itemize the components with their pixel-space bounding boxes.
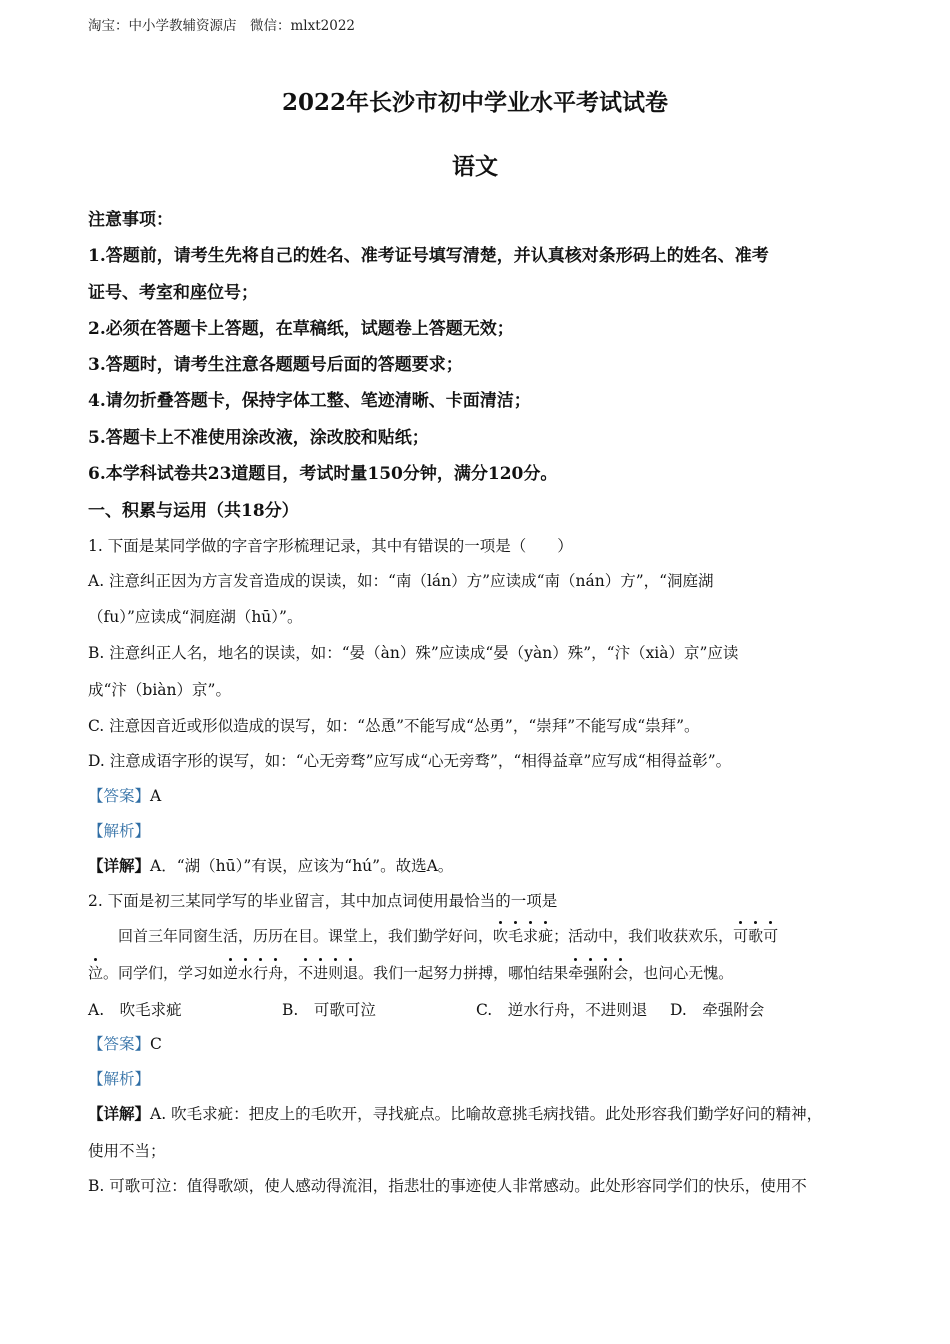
detail-text: A. 吹毛求疵：把皮上的毛吹开，寻找疵点。比喻故意挑毛病找错。此处形容我们勤学好问的精神， — [150, 1105, 823, 1123]
notice-heading: 注意事项： — [88, 210, 173, 230]
q1-answer — [88, 784, 878, 806]
emphasized-phrase-2 — [733, 927, 778, 945]
passage-text: 。同学们，学习如 — [103, 964, 224, 982]
q2-option-b: B. 可歌可泣 — [282, 1001, 376, 1019]
passage-text: 。我们一起努力拼搏，哪怕结果 — [358, 964, 569, 982]
q2-detail-cont: 使用不当； — [88, 1142, 166, 1160]
passage-text: 回首三年同窗生活，历历在目。课堂上，我们勤学好问， — [88, 927, 494, 945]
answer-label: 【答案】 — [88, 1035, 151, 1053]
q1-analysis-label: 【解析】 — [88, 822, 151, 840]
q2-analysis-label: 【解析】 — [88, 1070, 151, 1088]
q2-stem: 2. 下面是初三某同学写的毕业留言，其中加点词使用最恰当的一项是 — [88, 892, 558, 910]
q1-option-b-cont: 成“汴（biàn）京”。 — [88, 681, 231, 699]
emphasized-phrase-3 — [223, 964, 358, 982]
passage-text: ；活动中，我们收获欢乐， — [553, 927, 734, 945]
q2-option-a: A. 吹毛求疵 — [88, 1001, 182, 1019]
answer-value: A — [150, 787, 162, 805]
emphasized-char: 舟 — [268, 964, 284, 982]
q2-answer — [88, 1032, 878, 1054]
emphasized-char: 可 — [733, 927, 749, 945]
emphasized-phrase-4 — [568, 964, 628, 982]
emphasized-char: ， — [283, 964, 299, 982]
q1-option-b: B. 注意纠正人名，地名的误读，如：“晏（àn）殊”应读成“晏（yàn）殊”，“汴（xià）京”应读 — [88, 644, 739, 662]
q2-option-c: C. 逆水行舟，不进则退 — [476, 1001, 648, 1019]
emphasized-char: 水 — [238, 964, 254, 982]
emphasized-char: 泣 — [88, 964, 104, 982]
q1-option-a-cont: （fu）”应读成“洞庭湖（hū）”。 — [88, 608, 303, 626]
emphasized-char: 附 — [598, 964, 614, 982]
notice-item-2: 2.必须在答题卡上答题，在草稿纸，试题卷上答题无效； — [88, 319, 514, 339]
emphasized-phrase-2-cont — [88, 964, 103, 982]
emphasized-char: 会 — [613, 964, 629, 982]
q2-detail-b: B. 可歌可泣：值得歌颂，使人感动得流泪，指悲壮的事迹使人非常感动。此处形容同学们的快乐，使用不 — [88, 1177, 807, 1195]
subject-title: 语文 — [452, 153, 498, 180]
notice-item-4: 4.请勿折叠答题卡，保持字体工整、笔迹清晰、卡面清洁； — [88, 391, 531, 411]
notice-item-1: 1.答题前，请考生先将自己的姓名、准考证号填写清楚，并认真核对条形码上的姓名、准考 — [88, 246, 769, 266]
q1-option-c: C. 注意因音近或形似造成的误写，如：“怂恿”不能写成“怂勇”，“崇拜”不能写成“祟拜”。 — [88, 717, 700, 735]
emphasized-char: 逆 — [223, 964, 239, 982]
answer-value: C — [150, 1035, 162, 1053]
emphasized-char: 吹 — [493, 927, 509, 945]
notice-item-5: 5.答题卡上不准使用涂改液，涂改胶和贴纸； — [88, 428, 429, 448]
notice-item-1-cont: 证号、考室和座位号； — [88, 283, 258, 303]
answer-label: 【答案】 — [88, 787, 151, 805]
detail-label: 【详解】 — [88, 1104, 151, 1123]
emphasized-char: 可 — [763, 927, 779, 945]
emphasized-char: 歌 — [748, 927, 764, 945]
section-heading: 一、积累与运用（共18分） — [88, 501, 299, 521]
emphasized-char: 疵 — [538, 927, 554, 945]
emphasized-char: 不 — [298, 964, 314, 982]
q2-detail — [88, 1102, 878, 1124]
q1-detail — [88, 854, 878, 876]
q2-passage-line-1 — [88, 925, 878, 946]
q1-option-d: D. 注意成语字形的误写，如：“心无旁骛”应写成“心无旁骛”，“相得益章”应写成“相得益彰”。 — [88, 752, 732, 770]
emphasized-char: 强 — [583, 964, 599, 982]
emphasized-char: 毛 — [508, 927, 524, 945]
emphasized-char: 进 — [313, 964, 329, 982]
page-header: 淘宝：中小学教辅资源店 微信：mlxt2022 — [88, 18, 356, 34]
notice-item-3: 3.答题时，请考生注意各题题号后面的答题要求； — [88, 355, 463, 375]
detail-label: 【详解】 — [88, 856, 151, 875]
q1-stem: 1. 下面是某同学做的字音字形梳理记录，其中有错误的一项是（ ） — [88, 537, 573, 555]
emphasized-char: 退 — [343, 964, 359, 982]
emphasized-char: 则 — [328, 964, 344, 982]
q2-passage-line-2 — [88, 962, 878, 983]
q2-option-d: D. 牵强附会 — [670, 1001, 765, 1019]
detail-text: A．“湖（hū）”有误，应该为“hú”。故选A。 — [150, 857, 454, 875]
q1-option-a: A. 注意纠正因为方言发音造成的误读，如：“南（lán）方”应读成“南（nán）方”，“洞庭湖 — [88, 572, 714, 590]
exam-title: 2022年长沙市初中学业水平考试试卷 — [281, 89, 668, 116]
emphasized-phrase-1 — [493, 927, 553, 945]
passage-text: ，也问心无愧。 — [628, 964, 734, 982]
notice-item-6: 6.本学科试卷共23道题目，考试时量150分钟，满分120分。 — [88, 464, 558, 484]
emphasized-char: 求 — [523, 927, 539, 945]
q2-options — [88, 998, 878, 1020]
emphasized-char: 牵 — [568, 964, 584, 982]
emphasized-char: 行 — [253, 964, 269, 982]
